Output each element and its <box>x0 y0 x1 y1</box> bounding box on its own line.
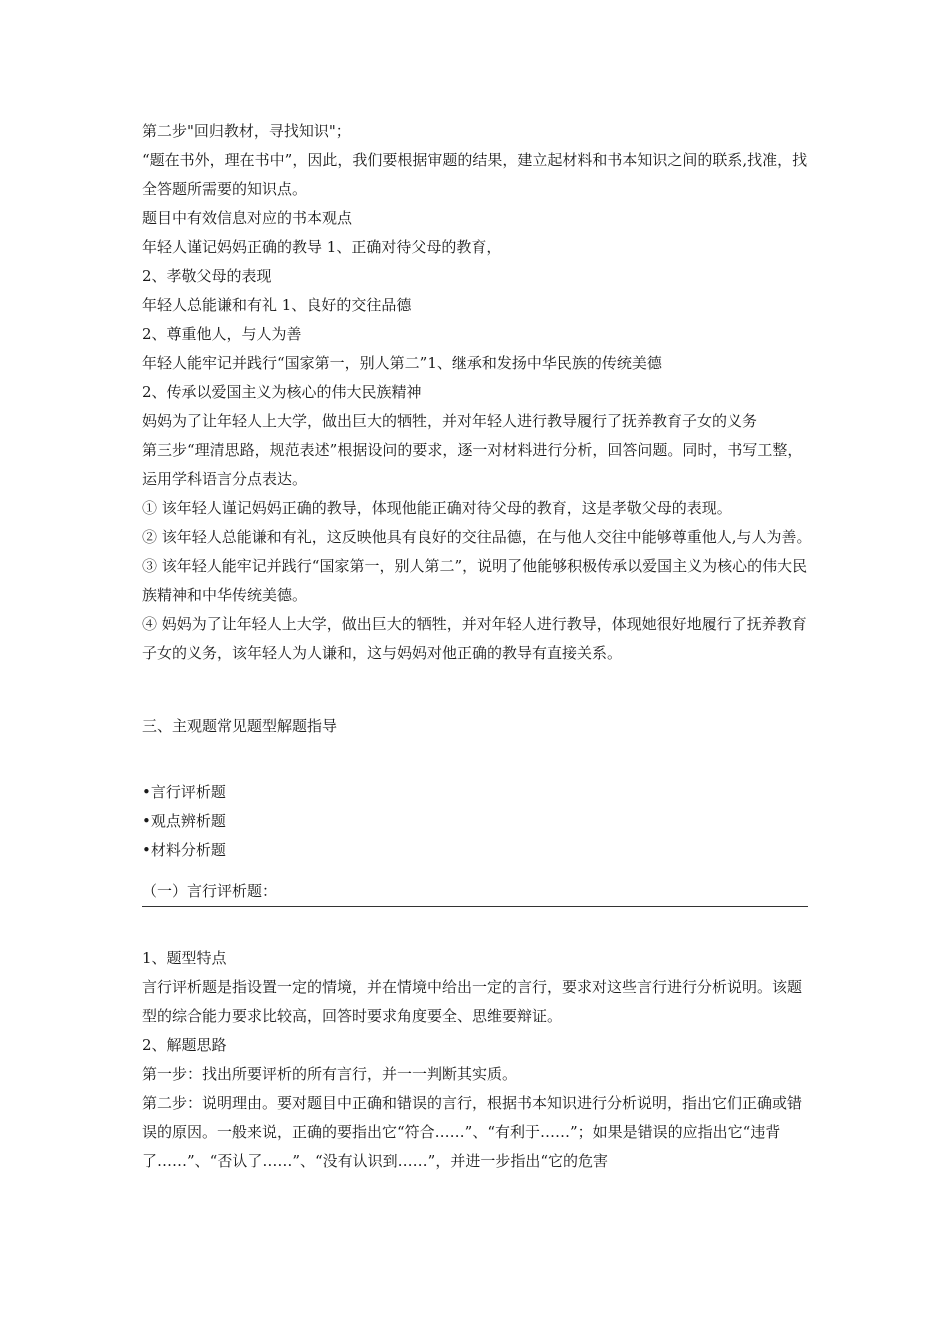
paragraph-info-3b: 2、传承以爱国主义为核心的伟大民族精神 <box>142 383 422 401</box>
paragraph-approach-title: 2、解题思路 <box>142 1036 227 1054</box>
paragraph-type-features-title: 1、题型特点 <box>142 949 227 967</box>
paragraph-info-1b: 2、孝敬父母的表现 <box>142 267 272 285</box>
paragraph-approach-step2: 第二步：说明理由。要对题目中正确和错误的言行，根据书本知识进行分析说明，指出它们正确或错误的原因。一般来说，正确的要指出它“符合……”、“有利于……”；如果是错误的应指出它“违背了……”、“否认了……”、“没有认识到……”，并进一步指出“它的危害 <box>142 1094 803 1170</box>
bullet-item: •观点辨析题 <box>142 812 226 830</box>
answer-point-3: ③ 该年轻人能牢记并践行“国家第一，别人第二”，说明了他能够积极传承以爱国主义为核心的伟大民族精神和中华传统美德。 <box>142 557 808 604</box>
paragraph-info-4: 妈妈为了让年轻人上大学，做出巨大的牺牲，并对年轻人进行教导履行了抚养教育子女的义务 <box>142 412 758 430</box>
bullet-item: •言行评析题 <box>142 783 226 801</box>
subsection-heading: （一）言行评析题： <box>142 877 808 907</box>
paragraph-info-2b: 2、尊重他人，与人为善 <box>142 325 302 343</box>
section-title: 三、主观题常见题型解题指导 <box>142 717 338 735</box>
paragraph-step2-body: “题在书外，理在书中”，因此，我们要根据审题的结果，建立起材料和书本知识之间的联系,找准，找全答题所需要的知识点。 <box>142 151 808 198</box>
answer-point-1: ① 该年轻人谨记妈妈正确的教导，体现他能正确对待父母的教育，这是孝敬父母的表现。 <box>142 499 732 517</box>
answer-point-2: ② 该年轻人总能谦和有礼，这反映他具有良好的交往品德，在与他人交往中能够尊重他人,与人为善。 <box>142 528 812 546</box>
document-page <box>142 117 814 1176</box>
paragraph-step2-title: 第二步"回归教材，寻找知识"； <box>142 122 351 140</box>
paragraph-step3: 第三步“理清思路，规范表述”根据设问的要求，逐一对材料进行分析，回答问题。同时，书写工整，运用学科语言分点表达。 <box>142 441 803 488</box>
paragraph-info-1: 年轻人谨记妈妈正确的教导 1、正确对待父母的教育， <box>142 238 502 256</box>
paragraph-info-2: 年轻人总能谦和有礼 1、良好的交往品德 <box>142 296 412 314</box>
paragraph-type-features: 言行评析题是指设置一定的情境，并在情境中给出一定的言行，要求对这些言行进行分析说明。该题型的综合能力要求比较高，回答时要求角度要全、思维要辩证。 <box>142 978 803 1025</box>
paragraph-approach-step1: 第一步：找出所要评析的所有言行，并一一判断其实质。 <box>142 1065 518 1083</box>
paragraph-info-header: 题目中有效信息对应的书本观点 <box>142 209 353 227</box>
paragraph-info-3: 年轻人能牢记并践行“国家第一，别人第二”1、继承和发扬中华民族的传统美德 <box>142 354 662 372</box>
bullet-item: •材料分析题 <box>142 841 226 859</box>
answer-point-4: ④ 妈妈为了让年轻人上大学，做出巨大的牺牲，并对年轻人进行教导，体现她很好地履行了抚养教育子女的义务，该年轻人为人谦和，这与妈妈对他正确的教导有直接关系。 <box>142 615 807 662</box>
